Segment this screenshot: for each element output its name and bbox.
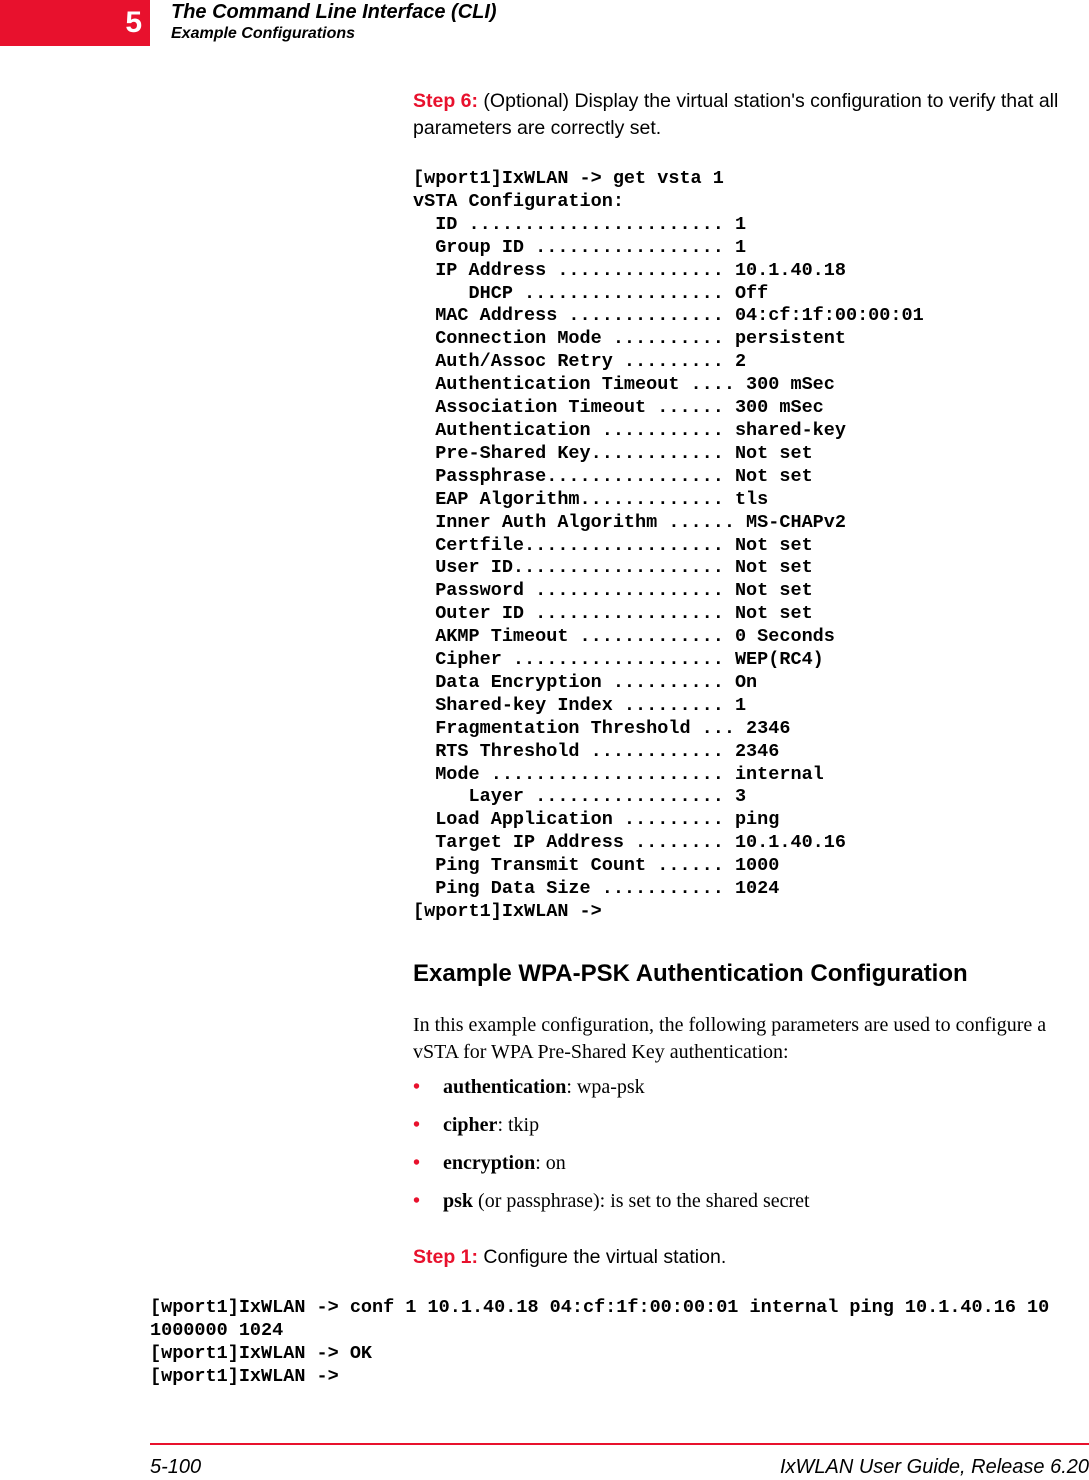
param-term: psk: [443, 1190, 474, 1212]
param-value: : on: [535, 1152, 566, 1174]
step-1-label: Step 1:: [413, 1246, 479, 1268]
bullet-icon: •: [413, 1076, 421, 1098]
chapter-title: The Command Line Interface (CLI): [171, 1, 497, 23]
list-item: [413, 1074, 810, 1112]
vsta-config-output: [wport1]IxWLAN -> get vsta 1 vSTA Configuration: ID ....................... 1 Group ID ................. 1 IP Address ............... 10.1.40.18 DHCP .................. Off MAC Address .............. 04:cf:1f:00:00:01 Connection Mode .......... persistent Auth/Assoc Retry ......... 2 Authentication Timeout .... 300 mSec Association Timeout ...... 300 mSec Authentication ........... shared-key Pre-Shared Key............ Not set Passphrase................ Not set EAP Algorithm............. tls Inner Auth Algorithm ...... MS-CHAPv2 Certfile.................. Not set User ID................... Not set Password ................. Not set Outer ID ................. Not set AKMP Timeout ............. 0 Seconds Cipher ................... WEP(RC4) Data Encryption .......... On Shared-key Index ......... 1 Fragmentation Threshold ... 2346 RTS Threshold ............ 2346 Mode ..................... internal Layer ................. 3 Load Application ......... ping Target IP Address ........ 10.1.40.16 Ping Transmit Count ...... 1000 Ping Data Size ........... 1024 [wport1]IxWLAN ->: [413, 168, 924, 922]
bullet-icon: •: [413, 1190, 421, 1212]
document-title: IxWLAN User Guide, Release 6.20: [779, 1456, 1089, 1478]
list-item: [413, 1112, 810, 1150]
param-value: (or passphrase): is set to the shared secret: [473, 1190, 810, 1212]
chapter-number-tab: 5: [0, 0, 150, 46]
param-term: authentication: [443, 1076, 567, 1098]
bullet-icon: •: [413, 1114, 421, 1136]
footer-divider: [150, 1443, 1089, 1445]
page-number: 5-100: [150, 1456, 202, 1478]
param-term: cipher: [443, 1114, 498, 1136]
conf-command-output: [wport1]IxWLAN -> conf 1 10.1.40.18 04:cf:1f:00:00:01 internal ping 10.1.40.16 10 1000000 1024 [wport1]IxWLAN -> OK [wport1]IxWLAN ->: [150, 1297, 1050, 1387]
list-item: [413, 1188, 810, 1226]
step-1-paragraph: [413, 1244, 1083, 1271]
section-intro: In this example configuration, the following parameters are used to configure a vSTA for WPA Pre-Shared Key authentication:: [413, 1014, 1047, 1063]
step-6-label: Step 6:: [413, 90, 479, 112]
step-6-text: (Optional) Display the virtual station's configuration to verify that all parameters are correctly set.: [413, 90, 1059, 139]
param-term: encryption: [443, 1152, 536, 1174]
step-6-paragraph: [413, 88, 1083, 142]
bullet-icon: •: [413, 1152, 421, 1174]
section-heading: Example WPA-PSK Authentication Configuration: [413, 960, 968, 987]
section-subtitle: Example Configurations: [171, 25, 356, 42]
parameter-list: [413, 1074, 810, 1226]
param-value: : wpa-psk: [566, 1076, 645, 1098]
list-item: [413, 1150, 810, 1188]
param-value: : tkip: [497, 1114, 540, 1136]
step-1-text: Configure the virtual station.: [478, 1246, 727, 1268]
